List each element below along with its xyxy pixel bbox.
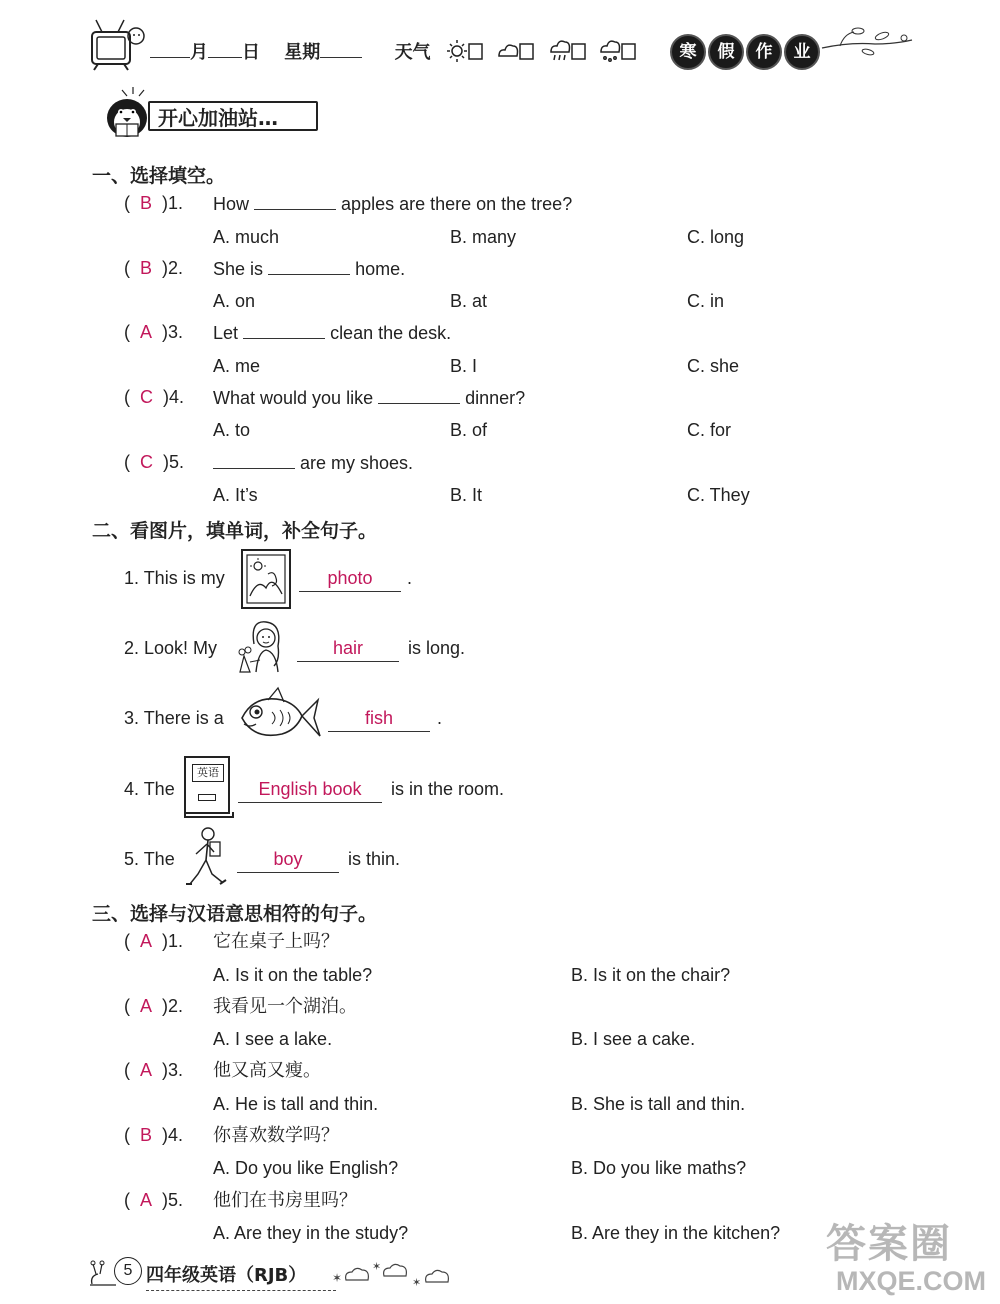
s2-answer-3: fish	[328, 707, 430, 732]
answer-s3q5: A	[140, 1190, 153, 1210]
option-a: A. I see a lake.	[213, 1029, 333, 1049]
option-a: A. Do you like English?	[213, 1158, 399, 1178]
banner-text: 开心加油站…	[158, 106, 278, 130]
num-s1q1: )1.	[162, 193, 184, 213]
option-b: B. of	[450, 420, 488, 440]
sun-icon	[447, 40, 482, 62]
option-a: A. Is it on the table?	[213, 965, 373, 985]
fish-icon	[238, 686, 322, 748]
answer-s1q4: C	[140, 387, 153, 407]
option-b: B. I	[450, 356, 478, 376]
badge-char-2: 假	[708, 34, 744, 70]
q-before: She is	[213, 259, 264, 279]
s2-suffix-5: is thin.	[348, 849, 401, 869]
footer-dashed-line	[146, 1290, 336, 1291]
answer-s1q3: A	[140, 322, 153, 342]
option-a: A. me	[213, 356, 261, 376]
option-b: B. Is it on the chair?	[571, 965, 731, 985]
option-b: B. many	[450, 227, 517, 247]
option-a: A. Are they in the study?	[213, 1223, 409, 1243]
photo-frame-icon	[240, 548, 292, 610]
s2-suffix-4: is in the room.	[391, 779, 505, 799]
date-line	[150, 42, 431, 64]
weather-label: 天气	[394, 42, 431, 63]
thin-boy-icon	[182, 826, 232, 888]
option-b: B. It	[450, 485, 483, 505]
answer-blank	[254, 209, 336, 210]
footer-book-title: 四年级英语（RJB）	[146, 1265, 307, 1286]
month-label: 月	[190, 42, 208, 63]
option-c: C. in	[687, 291, 725, 311]
option-b: B. I see a cake.	[571, 1029, 696, 1049]
s2-answer-1: photo	[299, 567, 401, 592]
option-c: C. she	[687, 356, 740, 376]
q-before: How	[213, 194, 250, 214]
option-b: B. Are they in the kitchen?	[571, 1223, 781, 1243]
paren-s1q5: ( C )5.	[124, 452, 185, 472]
num-s1q2: )2.	[162, 258, 184, 278]
option-b: B. Do you like maths?	[571, 1158, 747, 1178]
s2-suffix-3: .	[437, 708, 443, 728]
question-s1q1	[213, 193, 572, 215]
answer-s1q1: B	[140, 193, 153, 213]
cloud-icon	[499, 44, 533, 59]
option-a: A. to	[213, 420, 251, 440]
svg-text:✶: ✶	[412, 1276, 422, 1289]
rain-icon	[551, 41, 585, 60]
q-before: What would you like	[213, 388, 374, 408]
weekday-label: 星期	[284, 42, 321, 63]
q-after: apples are there on the tree?	[341, 194, 573, 214]
q-after: dinner?	[465, 388, 526, 408]
tv-cartoon-icon	[88, 14, 150, 72]
option-c: C. They	[687, 485, 750, 505]
day-label: 日	[242, 42, 260, 63]
num-s3q5: )5.	[162, 1190, 184, 1210]
english-book-icon	[184, 756, 230, 814]
paren-s1q4: ( C )4.	[124, 387, 185, 407]
option-a: A. on	[213, 291, 256, 311]
zh-sentence-5: 他们在书房里吗？	[213, 1190, 357, 1211]
q-after: are my shoes.	[300, 453, 414, 473]
section1-title: 一、选择填空。	[92, 165, 226, 187]
num-s1q4: )4.	[163, 387, 185, 407]
answer-s3q2: A	[140, 996, 153, 1016]
answer-blank	[378, 403, 460, 404]
svg-text:✶: ✶	[372, 1260, 382, 1273]
q-after: home.	[355, 259, 406, 279]
q-after: clean the desk.	[330, 323, 452, 343]
girl-with-flowers-icon	[236, 616, 290, 676]
option-b: B. She is tall and thin.	[571, 1094, 746, 1114]
banner-title	[148, 101, 318, 131]
s2-prefix-4: 4. The	[124, 779, 175, 799]
clouds-stars-decoration	[330, 1258, 460, 1290]
zh-sentence-1: 它在桌子上吗？	[213, 931, 339, 952]
answer-blank	[243, 338, 325, 339]
zh-sentence-3: 他又高又瘦。	[213, 1060, 321, 1081]
snow-icon	[601, 41, 635, 61]
zh-sentence-2: 我看见一个湖泊。	[213, 996, 357, 1017]
num-s3q1: )1.	[162, 931, 184, 951]
num-s3q2: )2.	[162, 996, 184, 1016]
option-c: C. long	[687, 227, 745, 247]
zh-sentence-4: 你喜欢数学吗？	[213, 1125, 339, 1146]
paren-s3q3: ( A )3.	[124, 1060, 184, 1080]
option-b: B. at	[450, 291, 488, 311]
weather-icons	[447, 38, 647, 66]
question-s1q5	[213, 452, 413, 474]
answer-s1q5: C	[140, 452, 153, 472]
paren-s3q5: ( A )5.	[124, 1190, 184, 1210]
s2-prefix-3: 3. There is a	[124, 708, 224, 728]
num-s3q4: )4.	[162, 1125, 184, 1145]
num-s1q5: )5.	[163, 452, 185, 472]
s2-answer-5: boy	[237, 848, 339, 873]
s2-prefix-1: 1. This is my	[124, 568, 225, 588]
paren-s1q3: ( A )3.	[124, 322, 184, 342]
paren-s3q4: ( B )4.	[124, 1125, 184, 1145]
section2-title: 二、看图片，填单词，补全句子。	[92, 520, 378, 542]
penguin-mascot-icon	[100, 84, 154, 140]
watermark-logo: 答案圈	[826, 1221, 952, 1267]
question-s1q2	[213, 258, 405, 280]
s2-suffix-1: .	[407, 568, 413, 588]
paren-s3q1: ( A )1.	[124, 931, 184, 951]
book-label: 英语	[192, 764, 224, 782]
page-number-circle	[114, 1257, 142, 1285]
answer-s1q2: B	[140, 258, 153, 278]
paren-s1q1: ( B )1.	[124, 193, 184, 213]
flower-branch-icon	[820, 22, 915, 62]
num-s1q3: )3.	[162, 322, 184, 342]
paren-s3q2: ( A )2.	[124, 996, 184, 1016]
watermark-url: MXQE.COM	[836, 1266, 987, 1296]
option-a: A. It’s	[213, 485, 258, 505]
answer-s3q4: B	[140, 1125, 153, 1145]
num-s3q3: )3.	[162, 1060, 184, 1080]
page-number: 5	[123, 1262, 133, 1279]
section3-title: 三、选择与汉语意思相符的句子。	[92, 903, 378, 925]
svg-text:✶: ✶	[332, 1271, 343, 1285]
answer-blank	[213, 468, 295, 469]
badge-char-1: 寒	[670, 34, 706, 70]
badge-char-4: 业	[784, 34, 820, 70]
question-s1q4	[213, 387, 525, 409]
s2-suffix-2: is long.	[408, 638, 466, 658]
s2-prefix-5: 5. The	[124, 849, 175, 869]
option-c: C. for	[687, 420, 732, 440]
s2-prefix-2: 2. Look! My	[124, 638, 218, 658]
answer-s3q3: A	[140, 1060, 153, 1080]
s2-answer-4: English book	[238, 778, 382, 803]
answer-blank	[268, 274, 350, 275]
question-s1q3	[213, 322, 451, 344]
option-a: A. much	[213, 227, 280, 247]
paren-s1q2: ( B )2.	[124, 258, 184, 278]
s2-answer-2: hair	[297, 637, 399, 662]
badge-char-3: 作	[746, 34, 782, 70]
q-before: Let	[213, 323, 239, 343]
answer-s3q1: A	[140, 931, 153, 951]
option-a: A. He is tall and thin.	[213, 1094, 379, 1114]
